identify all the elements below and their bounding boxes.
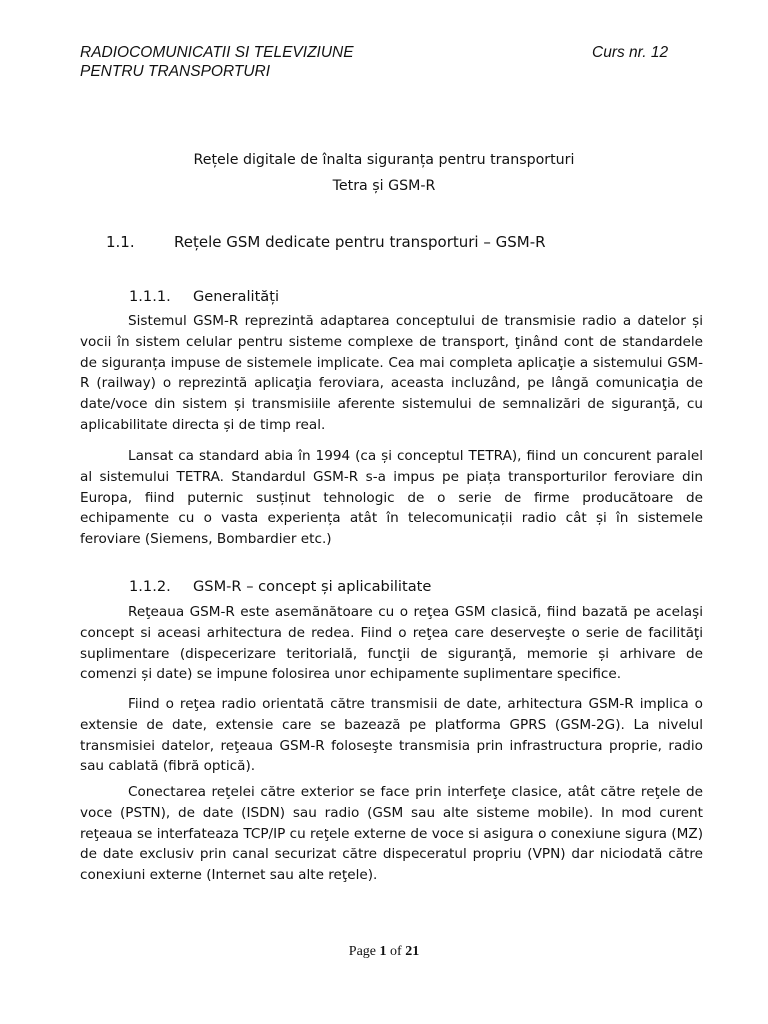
paragraph: Fiind o reţea radio orientată către transmisii de date, arhitectura GSM-R implica o extensie de date, extensie care se bazează pe platforma GPRS (GSM-2G). La nivelul transmisiei datelor, reţeaua GSM-R foloseşte transmisia prin infrastructura proprie, radio sau cablată (fibră optică). — [80, 696, 703, 775]
section-number: 1.1. — [106, 233, 135, 251]
page-label: Page — [348, 944, 377, 959]
paragraph: Reţeaua GSM-R este asemănătoare cu o reţea GSM clasică, fiind bazată pe acelaşi concept si aceasi arhitectura de redea. Fiind o reţea care deserveşte o serie de facilităţi suplimentare (dispecerizare teritorială, funcţii de siguranţă, memorie și arhivare de comenzi și date) se impune folosirea unor echipamente suplimentare specifice. — [80, 604, 703, 683]
subsection-title: Generalități — [193, 288, 280, 305]
page-total-number: 21 — [405, 944, 420, 959]
section-heading: Rețele GSM dedicate pentru transporturi – GSM-R — [174, 233, 546, 251]
page-of-label: of — [390, 944, 402, 959]
document-subtitle: Tetra și GSM-R — [332, 178, 436, 194]
running-header-course — [80, 43, 354, 81]
subsection-title: GSM-R – concept și aplicabilitate — [193, 578, 432, 595]
paragraph: Lansat ca standard abia în 1994 (ca și conceptul TETRA), fiind un concurent paralel al sistemului TETRA. Standardul GSM-R s-a impus pe piața transporturilor feroviare din Europa, fiind puternic susținut tehnologic de o serie de firme producătoare de echipamente cu o vasta experiența atât în telecomunicații radio cât și în sistemele feroviare (Siemens, Bombardier etc.) — [80, 448, 703, 548]
subsection-heading-generalitati — [129, 287, 279, 307]
page-footer — [0, 944, 768, 960]
header-line-2: PENTRU TRANSPORTURI — [80, 63, 271, 80]
paragraph: Conectarea reţelei către exterior se face prin interfeţe clasice, atât către reţele de voce (PSTN), de date (ISDN) sau radio (GSM sau alte sisteme mobile). In mod curent reţeaua se interfateaza TCP/IP cu reţele externe de voce si asigura o conexiune sigura (MZ) de date exclusiv prin canal securizat către dispeceratul propriu (VPN) dar niciodată către conexiuni externe (Internet sau alte reţele). — [80, 784, 703, 884]
document-title: Rețele digitale de înalta siguranța pentru transporturi — [193, 152, 575, 168]
running-header-course-number: Curs nr. 12 — [592, 44, 669, 61]
subsection-number: 1.1.2. — [129, 578, 171, 595]
subsection-heading-concept — [129, 577, 431, 597]
subsection-number: 1.1.1. — [129, 288, 171, 305]
paragraph: Sistemul GSM-R reprezintă adaptarea conceptului de transmisie radio a datelor și vocii în sistem celular pentru sisteme complexe de transport, ţinând cont de standardele de siguranța impuse de sistemele implicate. Cea mai completa aplicaţie a sistemului GSM-R (railway) o reprezintă aplicaţia feroviara, aceasta incluzând, pe lângă comunicaţia de date/voce din sistem și transmisiile aferente sistemului de semnalizări de siguranţă, cu aplicabilitate directa și de timp real. — [80, 313, 703, 433]
page-current-number: 1 — [379, 944, 387, 959]
header-line-1: RADIOCOMUNICATII SI TELEVIZIUNE — [80, 44, 354, 61]
